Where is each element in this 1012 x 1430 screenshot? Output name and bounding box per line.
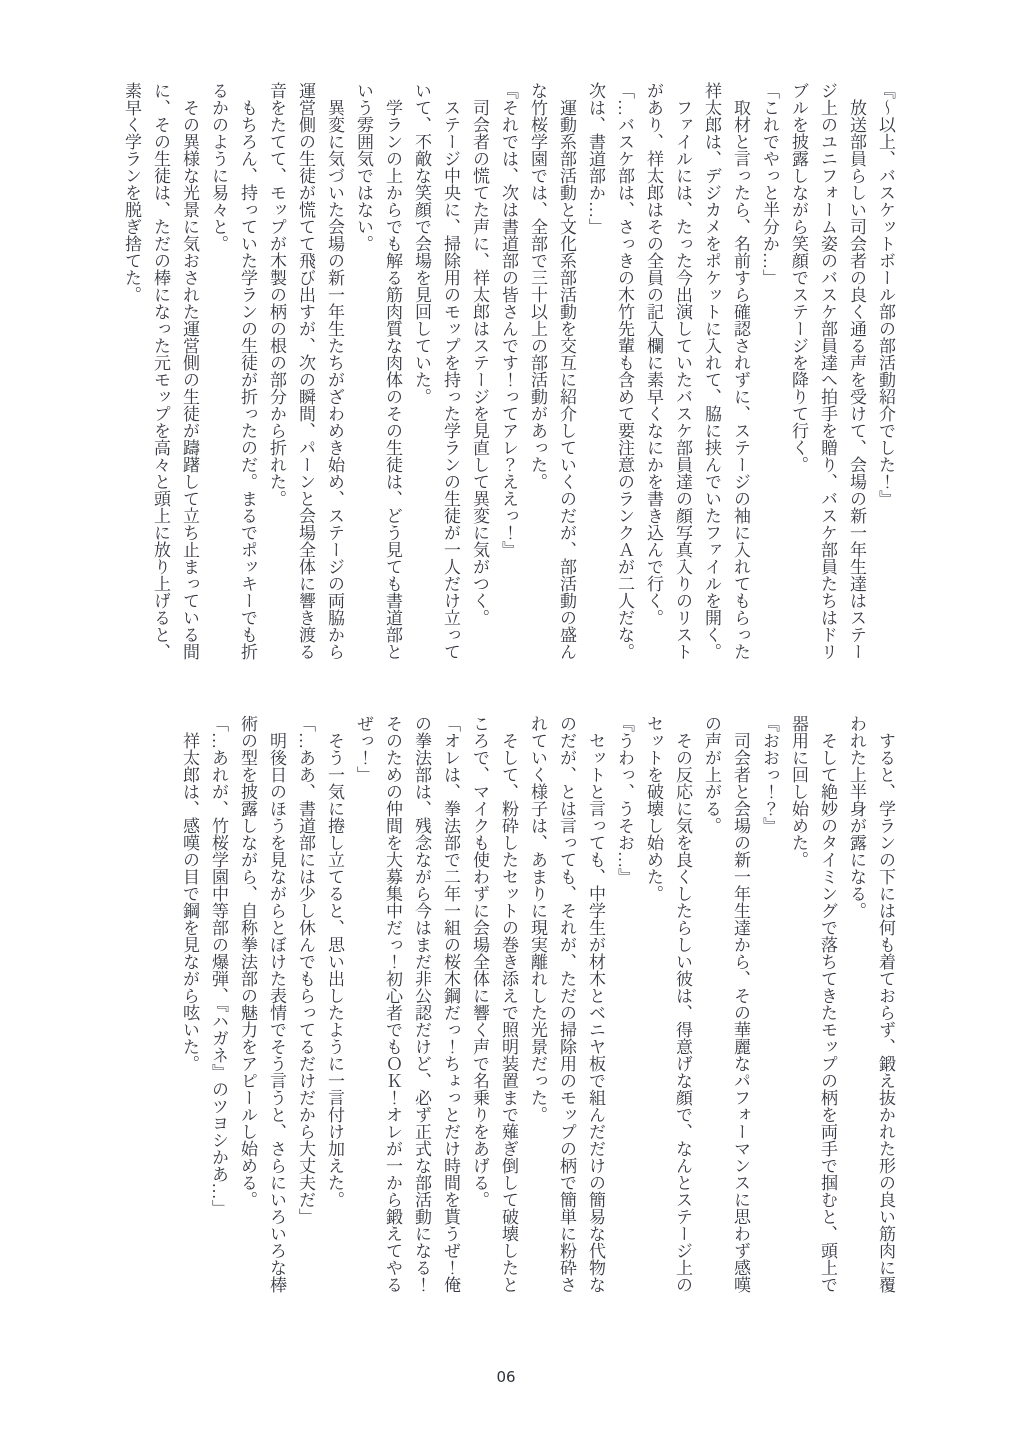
- text-line: 司会者の慌てた声に、祥太郎はステージを見直して異変に気がつく。: [470, 82, 489, 626]
- text-line: るかのように易々と。: [209, 82, 228, 252]
- text-line: 司会者と会場の新一年生達から、その華麗なパフォーマンスに思わず感嘆: [731, 715, 750, 1293]
- text-line: セットを破壊し始めた。: [644, 715, 663, 902]
- text-line: 音をたてて、モップが木製の柄の根の部分から折れた。: [267, 82, 286, 507]
- text-line: そして絶妙のタイミングで落ちてきたモップの柄を両手で掴むと、頭上で: [818, 715, 837, 1293]
- text-line: 放送部員らしい司会者の良く通る声を受けて、会場の新一年生達はステー: [847, 82, 866, 660]
- text-line: そのための仲間を大募集中だっ！初心者でもＯＫ！オレが一から鍛えてやる: [383, 715, 402, 1293]
- text-line: そして、粉砕したセットの巻き添えで照明装置まで薙ぎ倒して破壊したと: [499, 715, 518, 1293]
- text-line: ころで、マイクも使わずに会場全体に響く声で名乗りをあげる。: [470, 715, 489, 1208]
- text-block-top: [117, 82, 900, 664]
- text-line: ステージ中央に、掃除用のモップを持った学ランの生徒が一人だけ立って: [441, 82, 460, 660]
- text-line: もちろん、持っていた学ランの生徒が折ったのだ。まるでポッキーでも折: [238, 82, 257, 660]
- text-line: 祥太郎は、デジカメをポケットに入れて、脇に挟んでいたファイルを開く。: [702, 82, 721, 660]
- text-line: 運動系部活動と文化系部活動を交互に紹介していくのだが、部活動の盛ん: [557, 82, 576, 660]
- text-line: 『うわっ、うそお…』: [615, 715, 634, 885]
- text-line: いて、不敵な笑顔で会場を見回していた。: [412, 82, 431, 405]
- text-line: 取材と言ったら、名前すら確認されずに、ステージの袖に入れてもらった: [731, 82, 750, 660]
- text-line: の拳法部は、残念ながら今はまだ非公認だけど、必ず正式な部活動になる！: [412, 715, 431, 1293]
- text-line: 術の型を披露しながら、自称拳法部の魅力をアピールし始める。: [238, 715, 257, 1208]
- text-line: 『〜以上、バスケットボール部の部活動紹介でした！』: [876, 82, 895, 507]
- text-line: ぜっ！」: [354, 715, 373, 783]
- text-line: 異変に気づいた会場の新一年生たちがざわめき始め、ステージの両脇から: [325, 82, 344, 660]
- text-line: ジ上のユニフォーム姿のバスケ部員達へ拍手を贈り、バスケ部員たちはドリ: [818, 82, 837, 660]
- text-line: に、その生徒は、ただの棒になった元モップを高々と頭上に放り上げると、: [151, 82, 170, 660]
- text-line: 祥太郎は、感嘆の目で鋼を見ながら呟いた。: [180, 715, 199, 1072]
- text-line: 「…あれが、竹桜学園中等部の爆弾、『ハガネ』のツヨシかあ…」: [209, 715, 228, 1217]
- text-line: 『それでは、次は書道部の皆さんです！ってアレ？ええっ！』: [499, 82, 518, 558]
- page-number: 06: [496, 1368, 516, 1386]
- text-line: ブルを披露しながら笑顔でステージを降りて行く。: [789, 82, 808, 473]
- text-line: 『おおっ！？』: [760, 715, 779, 834]
- text-line: な竹桜学園では、全部で三十以上の部活動があった。: [528, 82, 547, 490]
- text-line: 「これでやっと半分か…」: [760, 82, 779, 286]
- text-line: セットと言っても、中学生が材木とベニヤ板で組んだだけの簡易な代物な: [586, 715, 605, 1293]
- text-line: の声が上がる。: [702, 715, 721, 834]
- text-line: 「…バスケ部は、さっきの木竹先輩も含めて要注意のランクＡが二人だな。: [615, 82, 634, 660]
- text-line: 明後日のほうを見ながらとぼけた表情でそう言うと、さらにいろいろな棒: [267, 715, 286, 1293]
- text-line: ファイルには、たった今出演していたバスケ部員達の顔写真入りのリスト: [673, 82, 692, 660]
- text-line: すると、学ランの下には何も着ておらず、鍛え抜かれた形の良い筋肉に覆: [876, 715, 895, 1293]
- text-line: われた上半身が露になる。: [847, 715, 866, 919]
- text-line: 「…ああ、書道部には少し休んでもらってるだけだから大丈夫だ」: [296, 715, 315, 1225]
- text-line: そう一気に捲し立てると、思い出したように一言付け加えた。: [325, 715, 344, 1208]
- text-line: 素早く学ランを脱ぎ捨てた。: [122, 82, 141, 303]
- text-line: れていく様子は、あまりに現実離れした光景だった。: [528, 715, 547, 1123]
- text-line: 次は、書道部か…」: [586, 82, 605, 235]
- text-line: 運営側の生徒が慌てて飛び出すが、次の瞬間、パーンと会場全体に響き渡る: [296, 82, 315, 660]
- text-line: 器用に回し始めた。: [789, 715, 808, 868]
- text-line: その異様な光景に気おされた運営側の生徒が躊躇して立ち止まっている間: [180, 82, 199, 660]
- text-line: いう雰囲気ではない。: [354, 82, 373, 252]
- text-line: があり、祥太郎はその全員の記入欄に素早くなにかを書き込んで行く。: [644, 82, 663, 626]
- text-line: その反応に気を良くしたらしい彼は、得意げな顔で、なんとステージ上の: [673, 715, 692, 1293]
- text-block-bottom: [175, 715, 900, 1297]
- text-line: 「オレは、拳法部で二年一組の桜木鋼だっ！ちょっとだけ時間を貰うぜ！俺: [441, 715, 460, 1293]
- text-line: 学ランの上からでも解る筋肉質な肉体のその生徒は、どう見ても書道部と: [383, 82, 402, 660]
- text-line: のだが、とは言っても、それが、ただの掃除用のモップの柄で簡単に粉砕さ: [557, 715, 576, 1293]
